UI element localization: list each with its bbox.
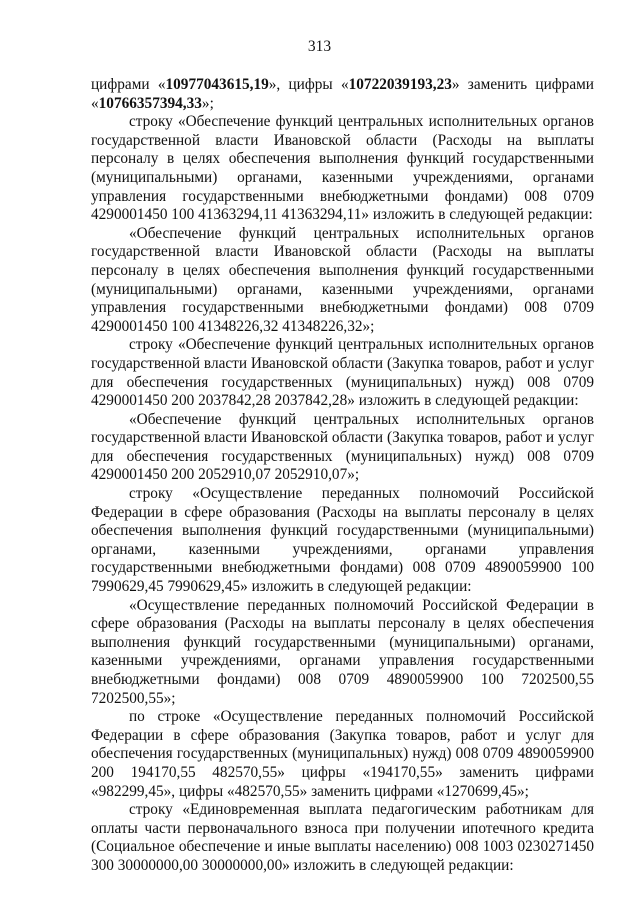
paragraph: «Осуществление переданных полномочий Российской Федерации в сфере образования (Расходы на выплаты персоналу в целях обеспечения выполнения функций государственными (муниципальными) органами, казенными учреждениями, органами управления государственными внебюджетными фондами) 008 0709 4890059900 100 7202500,55 7202500,55»; [91,596,594,707]
bold-number: 10977043615,19 [165,76,269,93]
paragraph: «Обеспечение функций центральных исполнительных органов государственной власти Ивановской области (Закупка товаров, работ и услуг для обеспечения государственных (муниципальных) нужд) 008 0709 4290001450 200 2052910,07 2052910,07»; [91,410,594,484]
paragraph-continuation: цифрами «10977043615,19», цифры «10722039193,23» заменить цифрами «10766357394,33»; [91,76,594,112]
paragraph: «Обеспечение функций центральных исполнительных органов государственной власти Ивановской области (Расходы на выплаты персоналу в целях обеспечения выполнения функций государственными (муниципальными) органами, казенными учреждениями, органами управления государственными внебюджетными фондами) 008 0709 4290001450 100 41348226,32 41348226,32»; [91,224,594,335]
bold-number: 10722039193,23 [348,76,452,93]
document-body [91,76,594,876]
bold-number: 10766357394,33 [98,94,202,112]
paragraph: строку «Обеспечение функций центральных исполнительных органов государственной власти Ивановской области (Расходы на выплаты персоналу в целях обеспечения выполнения функций государственными (муниципальными) органами, казенными учреждениями, органами управления государственными внебюджетными фондами) 008 0709 4290001450 100 41363294,11 41363294,11» изложить в следующей редакции: [91,113,594,224]
paragraph: строку «Осуществление переданных полномочий Российской Федерации в сфере образования (Расходы на выплаты персоналу в целях обеспечения выполнения функций государственными (муниципальными) органами, казенными учреждениями, органами управления государственными внебюджетными фондами) 008 0709 4890059900 100 7990629,45 7990629,45» изложить в следующей редакции: [91,485,594,596]
paragraph: строку «Единовременная выплата педагогическим работникам для оплаты части первоначального взноса при получении ипотечного кредита (Социальное обеспечение и иные выплаты населению) 008 1003 0230271450 300 30000000,00 30000000,00» изложить в следующей редакции: [91,801,594,874]
page-number: 313 [307,38,332,55]
paragraph: по строке «Осуществление переданных полномочий Российской Федерации в сфере образования (Закупка товаров, работ и услуг для обеспечения государственных (муниципальных) нужд) 008 0709 4890059900 200 194170,55 482570,55» цифры «194170,55» заменить цифрами «982299,45», цифры «482570,55» заменить цифрами «1270699,45»; [91,708,594,800]
paragraph: строку «Обеспечение функций центральных исполнительных органов государственной власти Ивановской области (Закупка товаров, работ и услуг для обеспечения государственных (муниципальных) нужд) 008 0709 4290001450 200 2037842,28 2037842,28» изложить в следующей редакции: [91,336,594,410]
